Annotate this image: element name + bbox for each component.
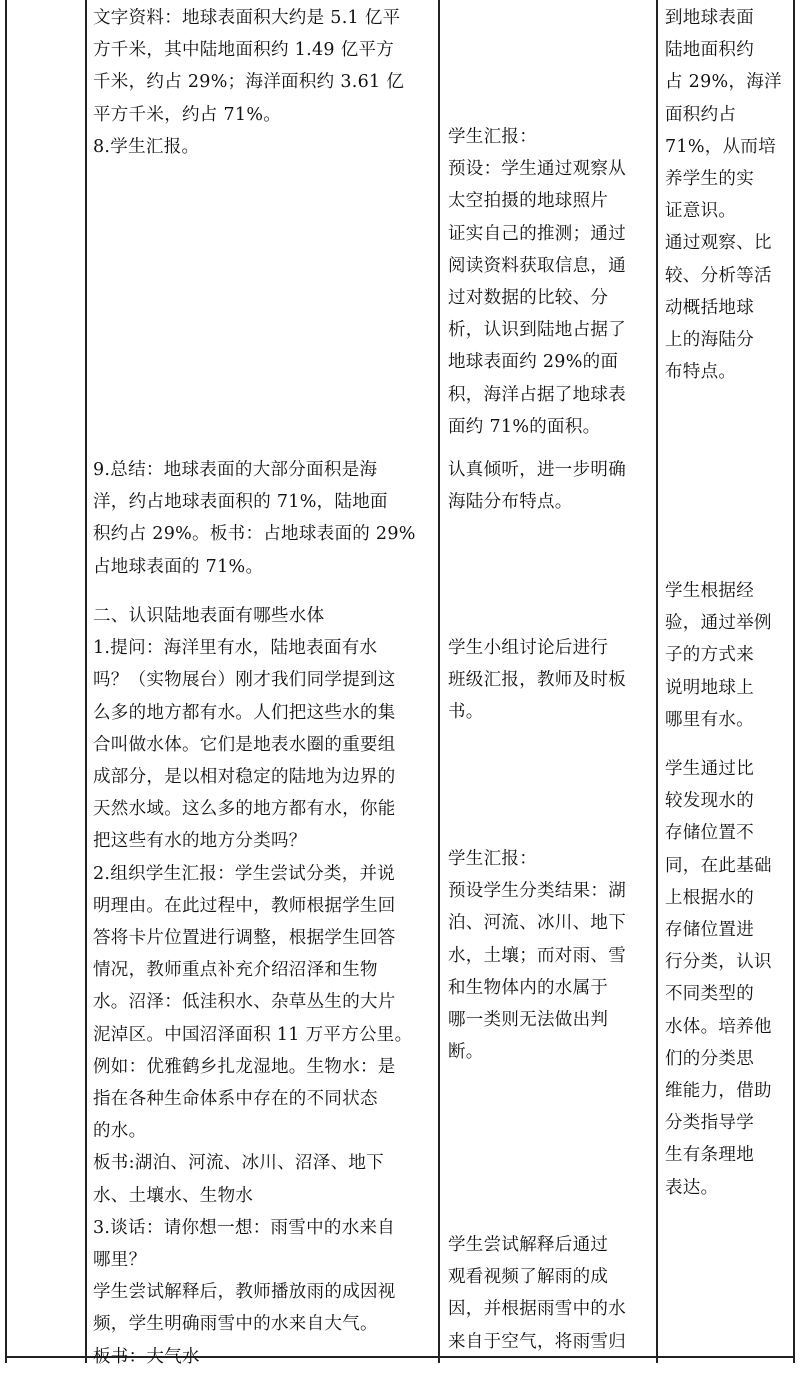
text-line: 因，并根据雨雪中的水	[448, 1299, 626, 1320]
text-line: 学生通过比	[665, 759, 754, 779]
text-line: 养学生的实	[665, 169, 754, 190]
text-line: 不同类型的	[665, 984, 754, 1005]
text-line: 同，在此基础	[665, 855, 772, 876]
text-line: 水体。培养他	[665, 1016, 772, 1037]
text-line: 占地球表面的 71%。	[93, 556, 264, 577]
text-line: 说明地球上	[665, 677, 754, 698]
text-line: 面约 71%的面积。	[448, 416, 601, 437]
text-line: 二、认识陆地表面有哪些水体	[93, 606, 325, 626]
text-line: 海陆分布特点。	[448, 492, 573, 513]
text-line: 指在各种生命体系中存在的不同状态	[93, 1089, 378, 1110]
text-line: 板书:湖泊、河流、冰川、沼泽、地下	[93, 1153, 384, 1174]
text-line: 么多的地方都有水。人们把这些水的集	[93, 702, 396, 723]
text-line: 行分类，认识	[665, 952, 772, 973]
design-intent-cell	[658, 0, 793, 1363]
text-line: 频，学生明确雨雪中的水来自大气。	[93, 1314, 378, 1335]
text-line: 水。沼泽：低洼积水、杂草丛生的大片	[93, 992, 396, 1013]
student-activity-block-4	[448, 843, 626, 1068]
text-line: 们的分类思	[665, 1048, 754, 1069]
text-line: 哪里？	[93, 1250, 147, 1271]
text-line: 到地球表面	[665, 8, 754, 28]
text-line: 合叫做水体。它们是地表水圈的重要组	[93, 734, 396, 755]
text-line: 1.提问：海洋里有水，陆地表面有水	[93, 638, 378, 659]
student-activity-cell	[440, 0, 656, 1363]
text-line: 成部分，是以相对稳定的陆地为边界的	[93, 767, 396, 788]
text-line: 吗？（实物展台）刚才我们同学提到这	[93, 670, 396, 691]
text-line: 把这些有水的地方分类吗？	[93, 831, 307, 852]
text-line: 动概括地球	[665, 297, 754, 318]
text-line: 上的海陆分	[665, 330, 754, 351]
design-intent-block-3	[665, 753, 772, 1204]
text-line: 学生汇报：	[448, 849, 537, 869]
text-line: 水，土壤；而对雨、雪	[448, 945, 626, 966]
text-line: 的水。	[93, 1121, 147, 1142]
teacher-activity-block-3	[93, 600, 412, 1373]
text-line: 情况，教师重点补充介绍沼泽和生物	[93, 960, 378, 981]
text-line: 析，认识到陆地占据了	[448, 320, 626, 341]
design-intent-block-2	[665, 575, 772, 736]
text-line: 天然水域。这么多的地方都有水，你能	[93, 799, 396, 820]
text-line: 方千米，其中陆地面积约 1.49 亿平方	[93, 40, 395, 61]
design-intent-block-1	[665, 2, 782, 388]
text-line: 阅读资料获取信息，通	[448, 255, 626, 276]
text-line: 明理由。在此过程中，教师根据学生回	[93, 895, 396, 916]
text-line: 2.组织学生汇报：学生尝试分类，并说	[93, 863, 396, 884]
text-line: 认真倾听，进一步明确	[448, 460, 626, 480]
text-line: 来自于空气，将雨雪归	[448, 1331, 626, 1352]
text-line: 积约占 29%。板书：占地球表面的 29%	[93, 524, 416, 545]
text-line: 上根据水的	[665, 887, 754, 908]
student-activity-block-5	[448, 1229, 626, 1358]
text-line: 存储位置不	[665, 823, 754, 844]
text-line: 观看视频了解雨的成	[448, 1267, 609, 1288]
text-line: 学生尝试解释后，教师播放雨的成因视	[93, 1282, 396, 1303]
text-line: 存储位置进	[665, 920, 754, 941]
text-line: 8.学生汇报。	[93, 136, 200, 157]
text-line: 布特点。	[665, 362, 737, 383]
text-line: 3.谈话：请你想一想：雨雪中的水来自	[93, 1217, 396, 1238]
text-line: 和生物体内的水属于	[448, 977, 609, 998]
text-line: 较发现水的	[665, 791, 754, 812]
text-line: 水、土壤水、生物水	[93, 1185, 254, 1206]
text-line: 千米，约占 29%；海洋面积约 3.61 亿	[93, 72, 405, 93]
text-line: 书。	[448, 702, 484, 723]
text-line: 例如：优雅鹤乡扎龙湿地。生物水：是	[93, 1056, 396, 1077]
text-line: 哪一类则无法做出判	[448, 1010, 609, 1031]
text-line: 证意识。	[665, 201, 737, 222]
text-line: 维能力，借助	[665, 1081, 772, 1102]
text-line: 学生汇报：	[448, 127, 537, 147]
text-line: 子的方式来	[665, 645, 754, 666]
text-line: 学生尝试解释后通过	[448, 1235, 609, 1255]
text-line: 陆地面积约	[665, 40, 754, 61]
text-line: 表达。	[665, 1177, 719, 1198]
text-line: 占 29%，海洋	[665, 72, 782, 93]
text-line: 班级汇报，教师及时板	[448, 670, 626, 691]
teacher-activity-cell	[87, 0, 438, 1367]
text-line: 学生根据经	[665, 581, 754, 601]
text-line: 哪里有水。	[665, 709, 754, 730]
text-line: 断。	[448, 1042, 484, 1063]
text-line: 太空拍摄的地球照片	[448, 191, 609, 212]
text-line: 板书：大气水	[93, 1346, 200, 1367]
text-line: 积，海洋占据了地球表	[448, 384, 626, 405]
table-border-right	[793, 0, 795, 1363]
text-line: 71%，从而培	[665, 136, 776, 157]
text-line: 通过观察、比	[665, 233, 772, 254]
text-line: 预设：学生通过观察从	[448, 159, 626, 180]
text-line: 面积约占	[665, 104, 737, 125]
text-line: 证实自己的推测；通过	[448, 223, 626, 244]
text-line: 较、分析等活	[665, 265, 772, 286]
text-line: 过对数据的比较、分	[448, 288, 609, 309]
text-line: 平方千米，约占 71%。	[93, 104, 282, 125]
text-line: 生有条理地	[665, 1145, 754, 1166]
text-line: 9.总结：地球表面的大部分面积是海	[93, 460, 378, 480]
text-line: 泥淖区。中国沼泽面积 11 万平方公里。	[93, 1024, 413, 1045]
text-line: 学生小组讨论后进行	[448, 638, 609, 658]
student-activity-block-1	[448, 121, 626, 443]
teacher-activity-block-1	[93, 2, 404, 163]
text-line: 地球表面约 29%的面	[448, 352, 619, 373]
student-activity-block-2	[448, 454, 626, 518]
text-line: 答将卡片位置进行调整，根据学生回答	[93, 928, 396, 949]
text-line: 分类指导学	[665, 1113, 754, 1134]
student-activity-block-3	[448, 632, 626, 729]
text-line: 洋，约占地球表面积的 71%，陆地面	[93, 492, 388, 513]
text-line: 验，通过举例	[665, 613, 772, 634]
text-line: 文字资料：地球表面积大约是 5.1 亿平	[93, 8, 401, 28]
text-line: 预设学生分类结果：湖	[448, 881, 626, 902]
teacher-activity-block-2	[93, 454, 416, 583]
text-line: 泊、河流、冰川、地下	[448, 913, 626, 934]
lesson-stage-cell	[7, 0, 85, 1363]
